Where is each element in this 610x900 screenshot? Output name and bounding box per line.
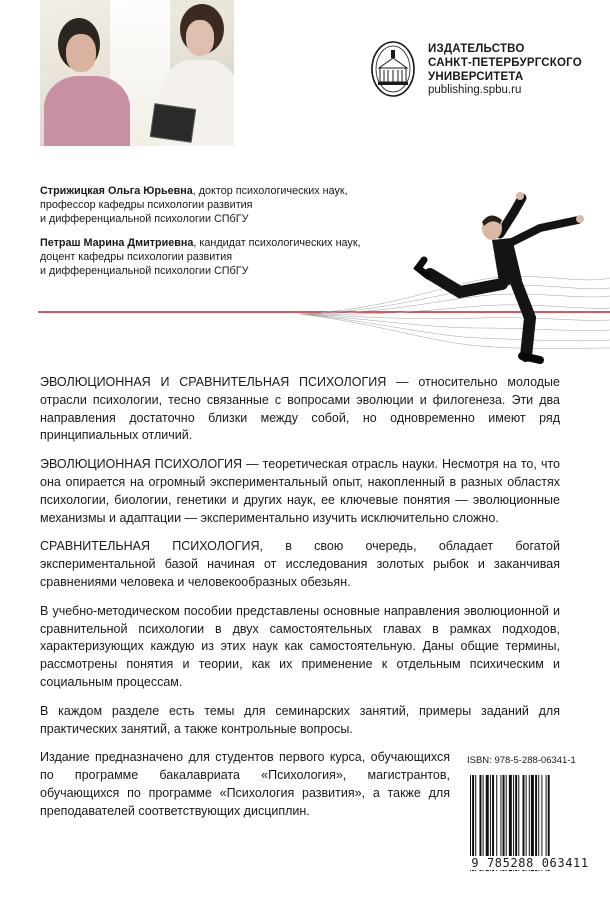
author-entry: [40, 184, 361, 226]
author-degree: , доктор психологических наук,: [192, 185, 348, 197]
author-position: доцент кафедры психологии развития: [40, 251, 233, 263]
annotation-paragraph: ЭВОЛЮЦИОННАЯ ПСИХОЛОГИЯ — теоретическая отрасль науки. Несмотря на то, что она опирается на огромный экспериментальный опыт, накопленный в разных областях психологии, биологии, генетики и других наук, ее ключевые понятия — эволюционные механизмы и адаптации — экспериментально изучить исключительно сложно.: [40, 457, 560, 525]
photo-book: [150, 103, 196, 143]
author-name: Петраш Марина Дмитриевна: [40, 237, 194, 249]
publisher-name-line: ИЗДАТЕЛЬСТВО: [428, 43, 525, 55]
university-logo-icon: [370, 40, 416, 98]
publisher-name-line: САНКТ-ПЕТЕРБУРГСКОГО: [428, 57, 582, 69]
publisher-name: [428, 42, 582, 84]
annotation-paragraph: ЭВОЛЮЦИОННАЯ И СРАВНИТЕЛЬНАЯ ПСИХОЛОГИЯ — относительно молодые отрасли психологии, тесно связанные с вопросами эволюции и филогенеза. Эти два направления достаточно близки между собой, но одновременно имеют ряд принципиальных отличий.: [40, 375, 560, 443]
jumping-man-illustration: [410, 188, 590, 380]
author-degree: , кандидат психологических наук,: [193, 237, 361, 249]
photo-person-right-face: [186, 20, 214, 56]
barcode-number: 9 785288 063411: [466, 856, 594, 870]
author-position: профессор кафедры психологии развития: [40, 199, 253, 211]
publisher-name-line: УНИВЕРСИТЕТА: [428, 71, 524, 83]
annotation-paragraph: В каждом разделе есть темы для семинарских занятий, примеры заданий для практических занятий, а также контрольные вопросы.: [40, 703, 560, 736]
photo-person-left-face: [66, 34, 96, 72]
annotation-paragraph: Издание предназначено для студентов первого курса, обучающихся по программе бакалавриата «Психология», магистрантов, обучающихся по программе «Психология развития», а также для преподавателей соответствующих дисциплин.: [40, 750, 450, 818]
authors-photo: [40, 0, 234, 146]
annotation-paragraph: В учебно-методическом пособии представлены основные направления эволюционной и сравнительной психологии в двух самостоятельных главах в рамках подходов, характеризующих каждую из этих наук как самостоятельную. Даны общие термины, рассмотрены понятия и теории, как их применение к отдельным психическим и социальным процессам.: [40, 603, 560, 689]
author-department: и дифференциальной психологии СПбГУ: [40, 265, 249, 277]
author-name: Стрижицкая Ольга Юрьевна: [40, 185, 193, 197]
isbn-label: ISBN: 978-5-288-06341-1: [467, 755, 576, 766]
publisher-url: publishing.spbu.ru: [428, 84, 522, 96]
photo-person-left: [44, 76, 130, 146]
author-department: и дифференциальной психологии СПбГУ: [40, 213, 249, 225]
annotation-paragraph: СРАВНИТЕЛЬНАЯ ПСИХОЛОГИЯ, в свою очередь, обладает богатой экспериментальной базой начиная от исследования золотых рыбок и заканчивая сравнениями человека и человекообразных обезьян.: [40, 539, 560, 589]
